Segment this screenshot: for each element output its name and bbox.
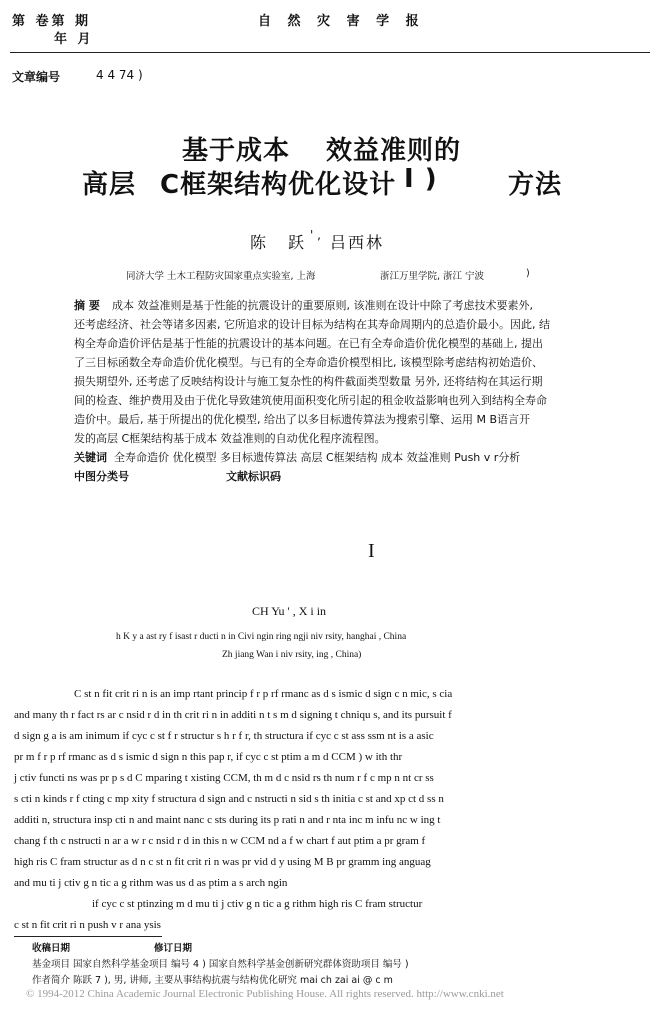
english-affiliation-1: h K y a ast ry f isast r ducti n in Civi ngin ring ngji niv rsity, hanghai , China [116,632,407,642]
revised-label: 修订日期 [154,943,193,954]
affiliation-2: 浙江万里学院, 浙江 宁波 [380,271,485,282]
english-keywords: if cyc c st ptinzing m d mu ti j ctiv g n tic a g rithm high ris C fram structur [92,898,423,910]
title-line2-d: 方法 [508,170,563,200]
copyright-notice: © 1994-2012 China Academic Journal Electronic Publishing House. All rights reserved. http://www.cnki.net [26,988,504,1000]
english-abstract-line-4: pr m f r p rf rmanc as d s ismic d sign n this pap r, if cyc c st ptim a m d CCM ) w ith thr [14,751,403,763]
abstract-line-7: 造价中。最后, 基于所提出的优化模型, 给出了以多目标遗传算法为搜索引擎、运用 M B语言开 [74,413,531,426]
english-abstract-line-7: additi n, structura insp cti n and maint nanc c sts during its p rati n and r nta inc m infu nc w ing t [14,814,441,826]
title-line2-b: C框架结构优化设计 [160,170,397,200]
fund-info: 基金项目 国家自然科学基金项目 编号 4 ) 国家自然科学基金创新研究群体资助项目 编号 ) [32,959,409,970]
title-line1-a: 基于成本 [182,136,291,166]
footnote-rule [14,936,162,937]
english-abstract-line-2: and many th r fact rs ar c nsid r d in th crit ri n in additi n t s m d signing t chniqu s, and its pursuit f [14,709,452,721]
abstract-line-4: 了三目标函数全寿命造价优化模型。与已有的全寿命造价模型相比, 该模型除考虑结构初始造价、 [74,356,543,369]
doc-code-label: 文献标识码 [226,470,281,483]
journal-name: 自 然 灾 害 学 报 [258,14,425,29]
english-keywords-2: c st n fit crit ri n push v r ana ysis [14,919,161,931]
abstract-line-1: 成本 效益准则是基于性能的抗震设计的重要原则, 该准则在设计中除了考虑技术要素外, [112,299,533,312]
article-number-value: 4 4 74 ) [96,68,143,82]
english-abstract-line-1: C st n fit crit ri n is an imp rtant princip f r p rf rmanc as d s ismic d sign c n mic, s cia [74,688,453,700]
affiliation-1: 同济大学 土木工程防灾国家重点实验室, 上海 [126,271,316,282]
english-abstract-line-5: j ctiv functi ns was pr p s d C mparing t xisting CCM, th m d c nsid rs th num r f c mp n nt cr ss [14,772,434,784]
abstract-line-5: 损失期望外, 还考虑了反映结构设计与施工复杂性的构件截面类型数量 另外, 还将结构在其运行期 [74,375,543,388]
abstract-line-6: 间的检查、维护费用及由于优化导致建筑使用面积变化所引起的租金收益影响也列入到结构全寿命 [74,394,547,407]
author-1: 陈 [250,233,267,252]
abstract-line-2: 还考虑经济、社会等诸多因素, 它所追求的设计目标为结构在其寿命周期内的总造价最小。因此, 结 [74,318,550,331]
classification-label: 中图分类号 [74,470,129,483]
title-line2-c: Ⅰ ) [404,164,438,194]
english-title: I [368,540,375,562]
abstract-line-3: 构全寿命造价评估是基于性能的抗震设计的基本问题。在已有全寿命造价优化模型的基础上, 提出 [74,337,543,350]
author-2: 跃 [288,233,305,252]
keywords-label: 关键词 [74,451,107,464]
affiliation-2-end: ) [526,268,530,279]
header-rule [10,52,650,53]
author-mark: ' , [310,228,321,242]
year-month: 年 月 [54,32,94,47]
abstract-line-8: 发的高层 C框架结构基于成本 效益准则的自动优化程序流程图。 [74,432,386,445]
author-bio: 作者简介 陈跃 7 ), 男, 讲师, 主要从事结构抗震与结构优化研究 mai ch zai ai @ c m [32,975,393,986]
title-line2-a: 高层 [82,170,137,200]
abstract-label: 摘 要 [74,299,100,312]
author-3: 吕西林 [330,233,385,252]
english-abstract-line-10: and mu ti j ctiv g n tic a g rithm was us d as ptim a s arch ngin [14,877,288,889]
english-abstract-line-3: d sign g a is am inimum if cyc c st f r structur s h r f r, th structura if cyc c st ass ssm nt is a asic [14,730,434,742]
english-abstract-line-9: high ris C fram structur as d n c st n fit crit ri n was pr vid d y using M B pr gramm ing anguag [14,856,431,868]
volume-issue: 第 卷第 期 [12,14,92,29]
article-number-label: 文章编号 [12,70,61,84]
english-authors: CH Yu ' , X i in [252,604,327,618]
title-line1-b: 效益准则的 [326,136,462,166]
keywords-text: 全寿命造价 优化模型 多目标遗传算法 高层 C框架结构 成本 效益准则 Push v r分析 [114,451,521,464]
english-abstract-line-8: chang f th c nstructi n ar a w r c nsid r d in this n w CCM nd a f w chart f aut ptim a pr gram f [14,835,426,847]
english-abstract-line-6: s cti n kinds r f cting c mp xity f structura d sign and c nstructi n sid s th initia c st and xp ct d ss n [14,793,444,805]
english-affiliation-2: Zh jiang Wan i niv rsity, ing , China) [222,650,362,660]
received-label: 收稿日期 [32,943,71,954]
